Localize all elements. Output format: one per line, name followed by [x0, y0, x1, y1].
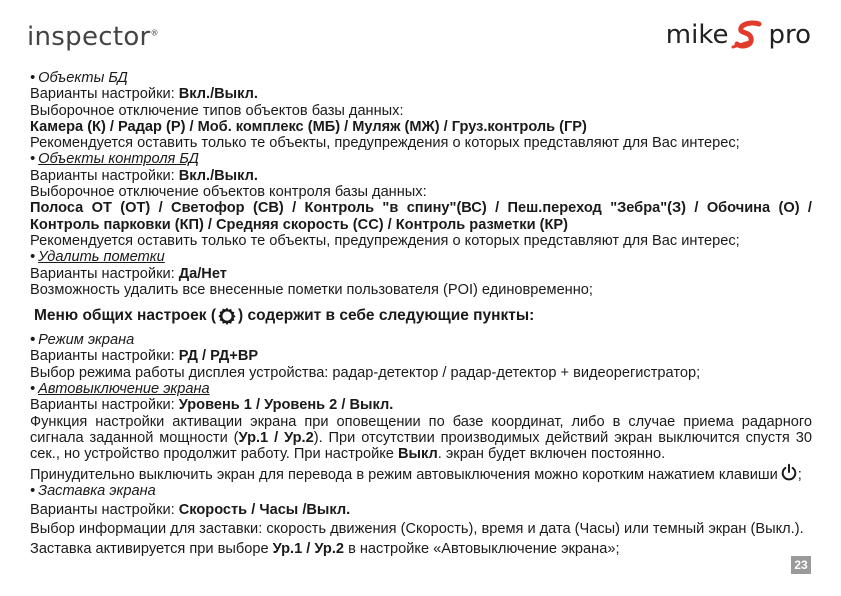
- page-number: 23: [791, 556, 811, 574]
- control-objects-recommend: Рекомендуется оставить только те объекты, предупреждения о которых представляют для Вас интерес;: [30, 232, 740, 249]
- delete-marks-title: • Удалить пометки: [30, 249, 165, 266]
- db-objects-options: Варианты настройки: Вкл./Выкл.: [30, 86, 258, 103]
- control-objects-desc: Выборочное отключение объектов контроля базы данных:: [30, 184, 427, 201]
- screensaver-desc-2: Заставка активируется при выборе Ур.1 / Ур.2 в настройке «Автовыключение экрана»;: [30, 540, 620, 557]
- control-objects-list-1: Полоса ОТ (ОТ) / Светофор (СВ) / Контроль "в спину"(ВС) / Пеш.переход "Зебра"(З) / Обочина (О) /: [30, 200, 812, 217]
- screensaver-desc-1: Выбор информации для заставки: скорость движения (Скорость), время и дата (Часы) или темный экран (Выкл.).: [30, 521, 804, 538]
- auto-off-options: Варианты настройки: Уровень 1 / Уровень 2 / Выкл.: [30, 397, 394, 414]
- page-header: [0, 0, 841, 60]
- auto-off-desc-3: сек., но устройство продолжит работу. При настройке Выкл. экран будет включен постоянно.: [30, 446, 666, 463]
- auto-off-desc-4: Принудительно выключить экран для перевода в режим автовыключения можно коротким нажатием клавиши ;: [30, 463, 812, 483]
- power-icon: [780, 463, 798, 481]
- delete-marks-options: Варианты настройки: Да/Нет: [30, 265, 227, 282]
- db-objects-recommend: Рекомендуется оставить только те объекты, предупреждения о которых представляют для Вас интерес;: [30, 135, 740, 152]
- gear-icon: [217, 306, 237, 326]
- control-objects-list-2: Контроль парковки (КП) / Средняя скорость (СС) / Контроль разметки (КР): [30, 216, 568, 233]
- mike-pro-logo: mike pro: [665, 20, 811, 50]
- db-objects-desc: Выборочное отключение типов объектов базы данных:: [30, 102, 404, 119]
- screen-mode-title: • Режим экрана: [30, 332, 135, 349]
- screen-mode-options: Варианты настройки: РД / РД+ВР: [30, 348, 259, 365]
- auto-off-desc-1: Функция настройки активации экрана при оповещении по базе координат, либо в случае приема радарного: [30, 413, 812, 430]
- db-objects-title: • Объекты БД: [30, 70, 128, 86]
- screensaver-title: • Заставка экрана: [30, 482, 156, 499]
- general-menu-title: Меню общих настроек ( ) содержит в себе следующие пункты:: [34, 307, 535, 325]
- control-objects-options: Варианты настройки: Вкл./Выкл.: [30, 167, 258, 184]
- delete-marks-desc: Возможность удалить все внесенные пометки пользователя (POI) единовременно;: [30, 281, 593, 298]
- brand-swoosh-icon: [731, 20, 765, 50]
- screen-mode-desc: Выбор режима работы дисплея устройства: радар-детектор / радар-детектор + видеорегистратор;: [30, 364, 701, 381]
- control-objects-title: • Объекты контроля БД: [30, 151, 199, 168]
- screensaver-options: Варианты настройки: Скорость / Часы /Выкл.: [30, 502, 351, 519]
- db-objects-list: Камера (К) / Радар (Р) / Моб. комплекс (МБ) / Муляж (МЖ) / Груз.контроль (ГР): [30, 118, 587, 135]
- auto-off-desc-2: сигнала заданной мощности (Ур.1 / Ур.2). При отсутствии производимых действий экран выключится спустя 30: [30, 429, 812, 446]
- inspector-logo: inspector®: [27, 22, 159, 52]
- auto-off-title: • Автовыключение экрана: [30, 381, 210, 398]
- page-content: [30, 70, 812, 557]
